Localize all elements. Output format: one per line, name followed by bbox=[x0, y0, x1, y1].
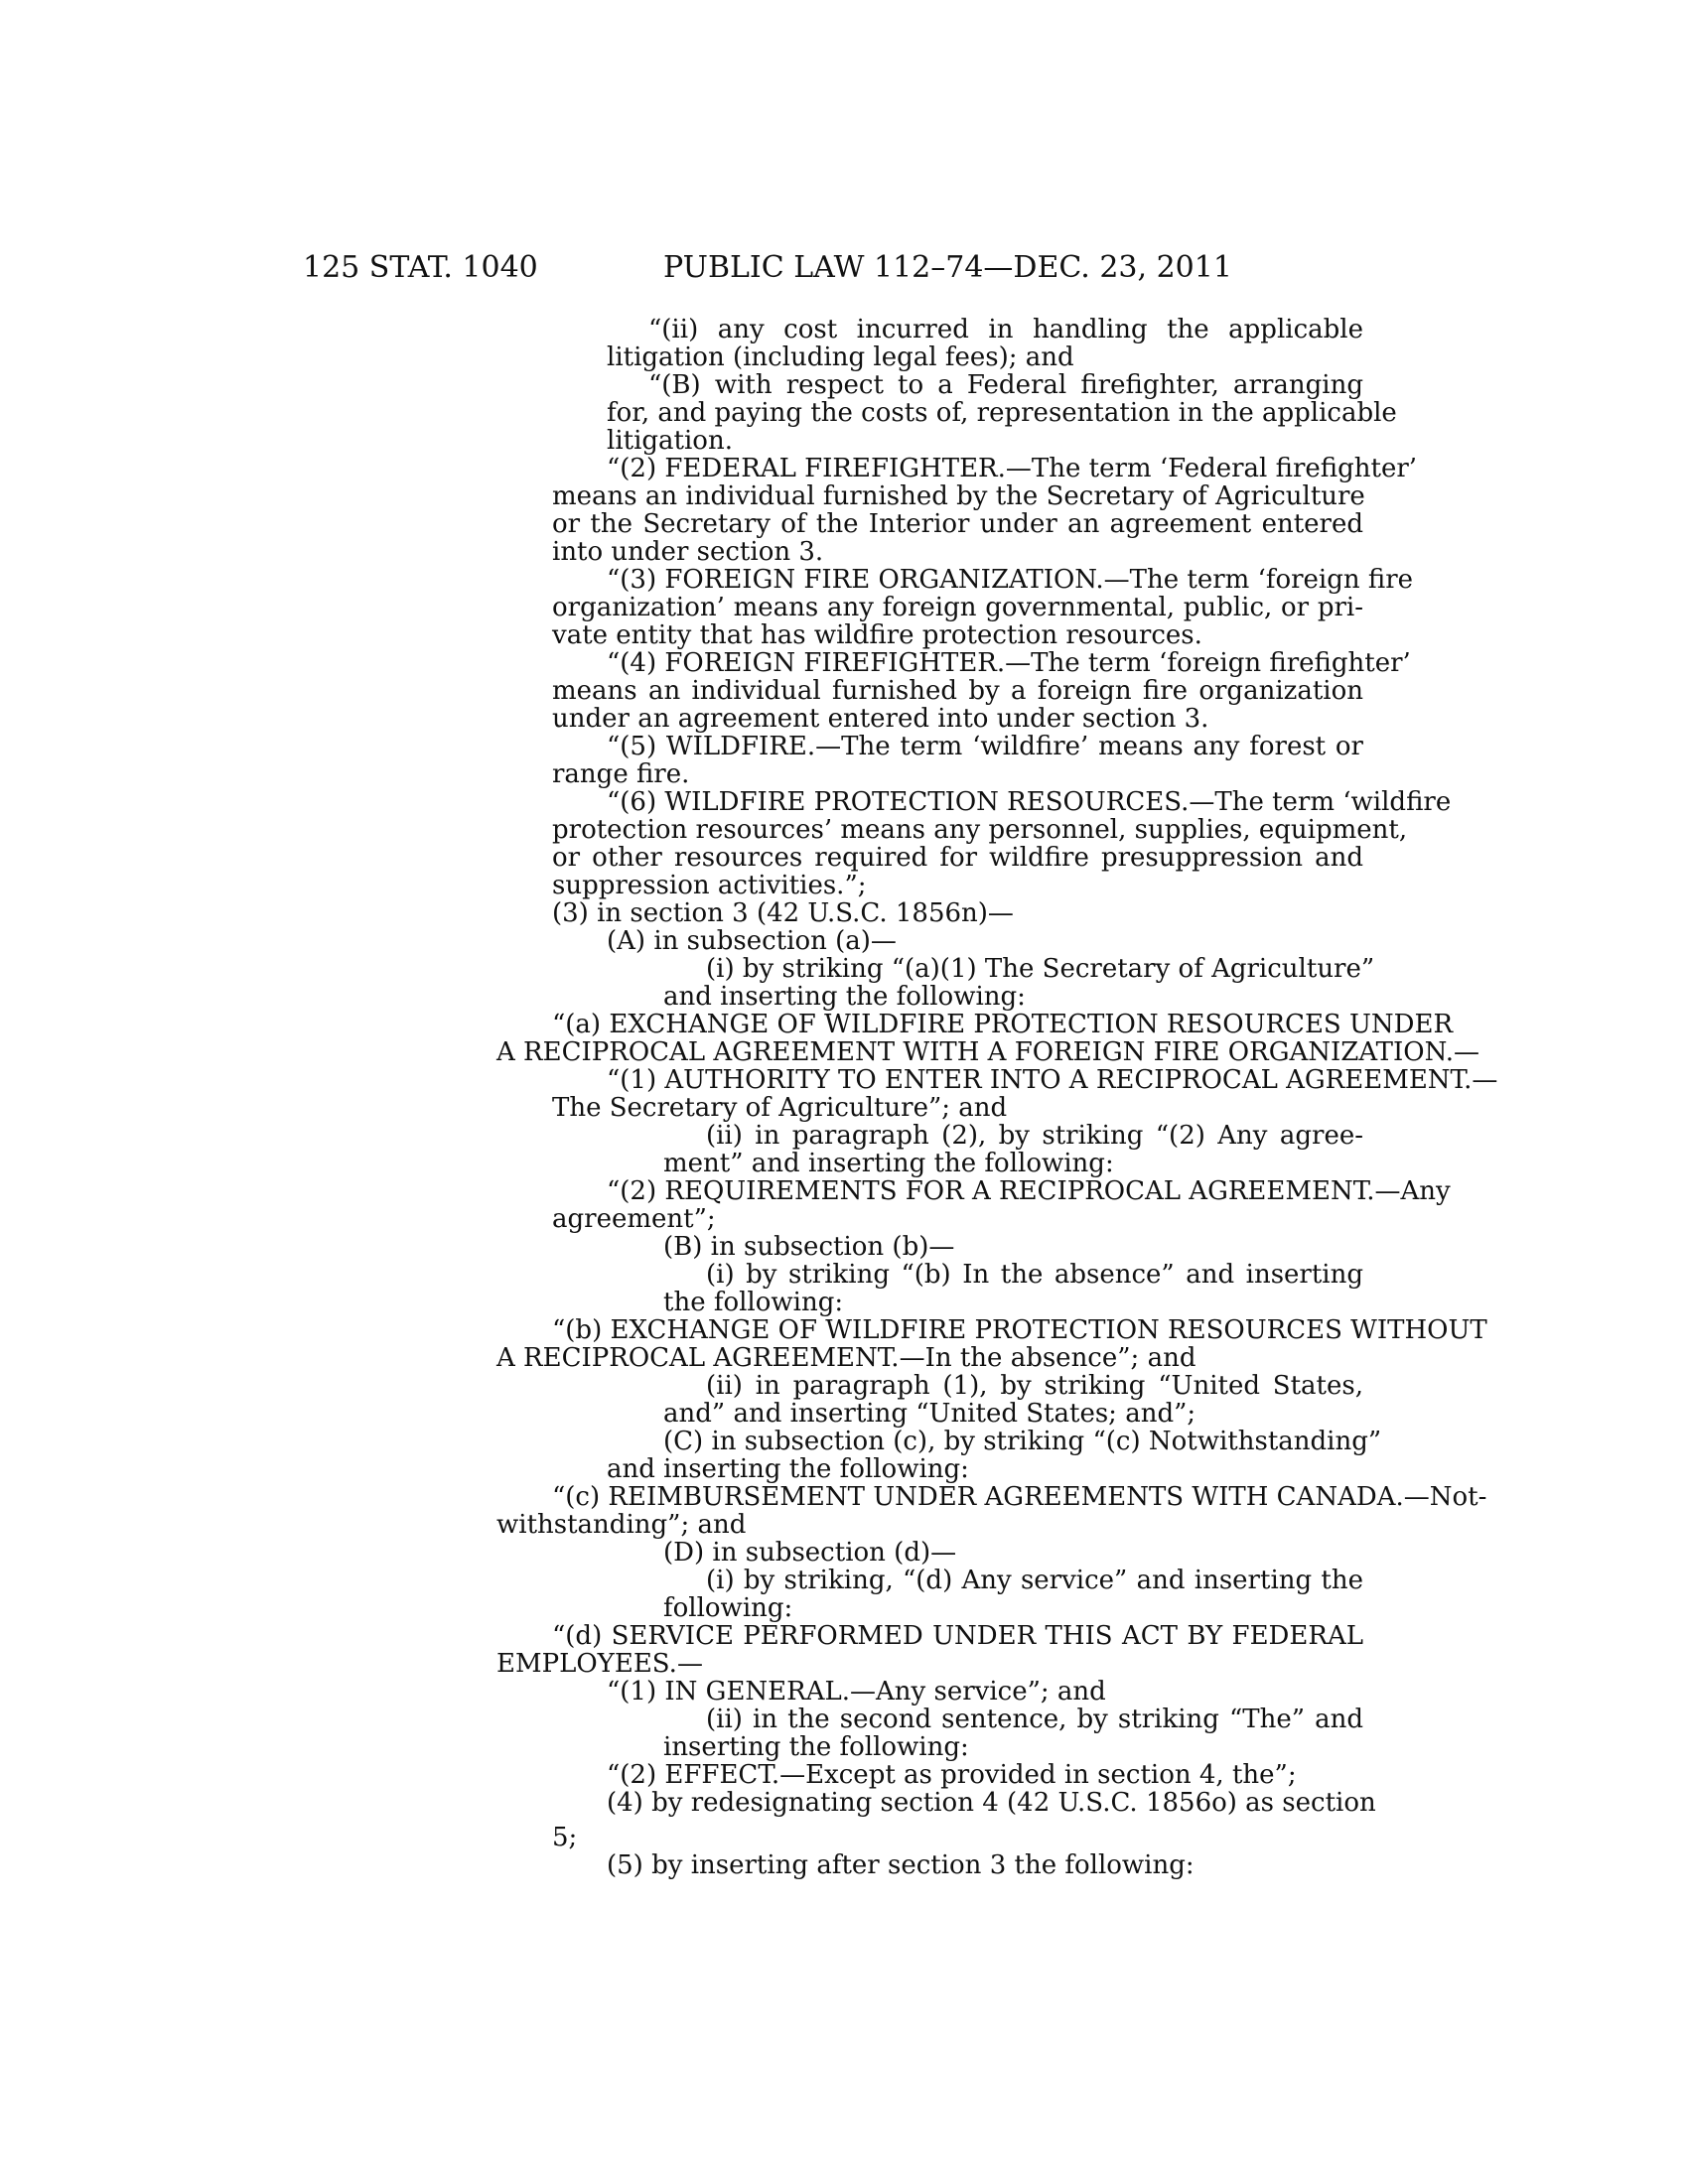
text-line: organization’ means any foreign governmental, public, or pri- bbox=[552, 593, 1363, 622]
text-line: (3) in section 3 (42 U.S.C. 1856n)— bbox=[552, 898, 1014, 928]
text-line: for, and paying the costs of, representation in the applicable bbox=[607, 398, 1397, 428]
text-line: “(5) WILDFIRE.—The term ‘wildfire’ means any forest or bbox=[607, 732, 1363, 761]
text-line: “(2) REQUIREMENTS FOR A RECIPROCAL AGREEMENT.—Any bbox=[607, 1176, 1451, 1206]
text-line: “(d) SERVICE PERFORMED UNDER THIS ACT BY FEDERAL bbox=[552, 1621, 1363, 1651]
text-line: and inserting the following: bbox=[663, 982, 1026, 1012]
page-stat-citation: 125 STAT. 1040 bbox=[303, 250, 538, 285]
text-line: vate entity that has wildfire protection resources. bbox=[552, 620, 1202, 650]
text-line: “(3) FOREIGN FIRE ORGANIZATION.—The term ‘foreign fire bbox=[607, 565, 1414, 595]
running-head: PUBLIC LAW 112–74—DEC. 23, 2011 bbox=[663, 250, 1232, 285]
text-line: the following: bbox=[663, 1288, 844, 1317]
text-line: litigation (including legal fees); and bbox=[607, 342, 1074, 372]
text-line: or other resources required for wildfire presuppression and bbox=[552, 843, 1363, 873]
text-line: (C) in subsection (c), by striking “(c) Notwithstanding” bbox=[663, 1427, 1382, 1456]
text-line: suppression activities.”; bbox=[552, 871, 867, 900]
text-line: The Secretary of Agriculture”; and bbox=[552, 1093, 1008, 1123]
text-line: ment” and inserting the following: bbox=[663, 1149, 1114, 1178]
text-line: “(b) EXCHANGE OF WILDFIRE PROTECTION RESOURCES WITHOUT bbox=[552, 1315, 1487, 1345]
text-line: (ii) in the second sentence, by striking “The” and bbox=[706, 1705, 1363, 1734]
text-line: range fire. bbox=[552, 759, 690, 789]
text-line: means an individual furnished by a foreign fire organization bbox=[552, 676, 1363, 706]
text-line: or the Secretary of the Interior under an agreement entered bbox=[552, 509, 1363, 539]
text-line: “(1) AUTHORITY TO ENTER INTO A RECIPROCAL AGREEMENT.— bbox=[607, 1065, 1498, 1095]
text-line: “(ii) any cost incurred in handling the applicable bbox=[648, 315, 1363, 344]
text-line: means an individual furnished by the Secretary of Agriculture bbox=[552, 481, 1365, 511]
text-line: (i) by striking “(b) In the absence” and inserting bbox=[706, 1260, 1363, 1290]
text-line: (D) in subsection (d)— bbox=[663, 1538, 957, 1568]
text-line: and inserting the following: bbox=[607, 1454, 969, 1484]
text-line: under an agreement entered into under section 3. bbox=[552, 704, 1209, 734]
text-line: into under section 3. bbox=[552, 537, 824, 567]
text-line: A RECIPROCAL AGREEMENT WITH A FOREIGN FIRE ORGANIZATION.— bbox=[496, 1037, 1479, 1067]
text-line: and” and inserting “United States; and”; bbox=[663, 1399, 1196, 1429]
text-line: “(B) with respect to a Federal firefighter, arranging bbox=[648, 370, 1363, 400]
text-line: “(4) FOREIGN FIREFIGHTER.—The term ‘foreign firefighter’ bbox=[607, 648, 1411, 678]
text-line: EMPLOYEES.— bbox=[496, 1649, 703, 1679]
text-line: (i) by striking “(a)(1) The Secretary of Agriculture” bbox=[706, 954, 1375, 984]
text-line: following: bbox=[663, 1593, 793, 1623]
text-line: inserting the following: bbox=[663, 1732, 969, 1762]
text-line: litigation. bbox=[607, 426, 733, 456]
text-line: (B) in subsection (b)— bbox=[663, 1232, 955, 1262]
text-line: (ii) in paragraph (1), by striking “United States, bbox=[706, 1371, 1363, 1401]
text-line: (4) by redesignating section 4 (42 U.S.C. 1856o) as section bbox=[607, 1788, 1376, 1818]
text-line: protection resources’ means any personnel, supplies, equipment, bbox=[552, 815, 1408, 845]
text-line: “(2) FEDERAL FIREFIGHTER.—The term ‘Federal firefighter’ bbox=[607, 454, 1418, 483]
text-line: “(6) WILDFIRE PROTECTION RESOURCES.—The term ‘wildfire bbox=[607, 787, 1452, 817]
text-line: (A) in subsection (a)— bbox=[607, 926, 897, 956]
text-line: (ii) in paragraph (2), by striking “(2) Any agree- bbox=[706, 1121, 1363, 1151]
text-line: A RECIPROCAL AGREEMENT.—In the absence”; and bbox=[496, 1343, 1196, 1373]
text-line: 5; bbox=[552, 1823, 578, 1852]
text-line: withstanding”; and bbox=[496, 1510, 747, 1540]
text-line: “(c) REIMBURSEMENT UNDER AGREEMENTS WITH CANADA.—Not- bbox=[552, 1482, 1487, 1512]
text-line: “(2) EFFECT.—Except as provided in section 4, the”; bbox=[607, 1760, 1297, 1790]
text-line: agreement”; bbox=[552, 1204, 716, 1234]
text-line: “(1) IN GENERAL.—Any service”; and bbox=[607, 1677, 1106, 1706]
text-line: (5) by inserting after section 3 the following: bbox=[607, 1850, 1195, 1880]
text-line: “(a) EXCHANGE OF WILDFIRE PROTECTION RESOURCES UNDER bbox=[552, 1010, 1454, 1039]
text-line: (i) by striking, “(d) Any service” and inserting the bbox=[706, 1566, 1363, 1595]
